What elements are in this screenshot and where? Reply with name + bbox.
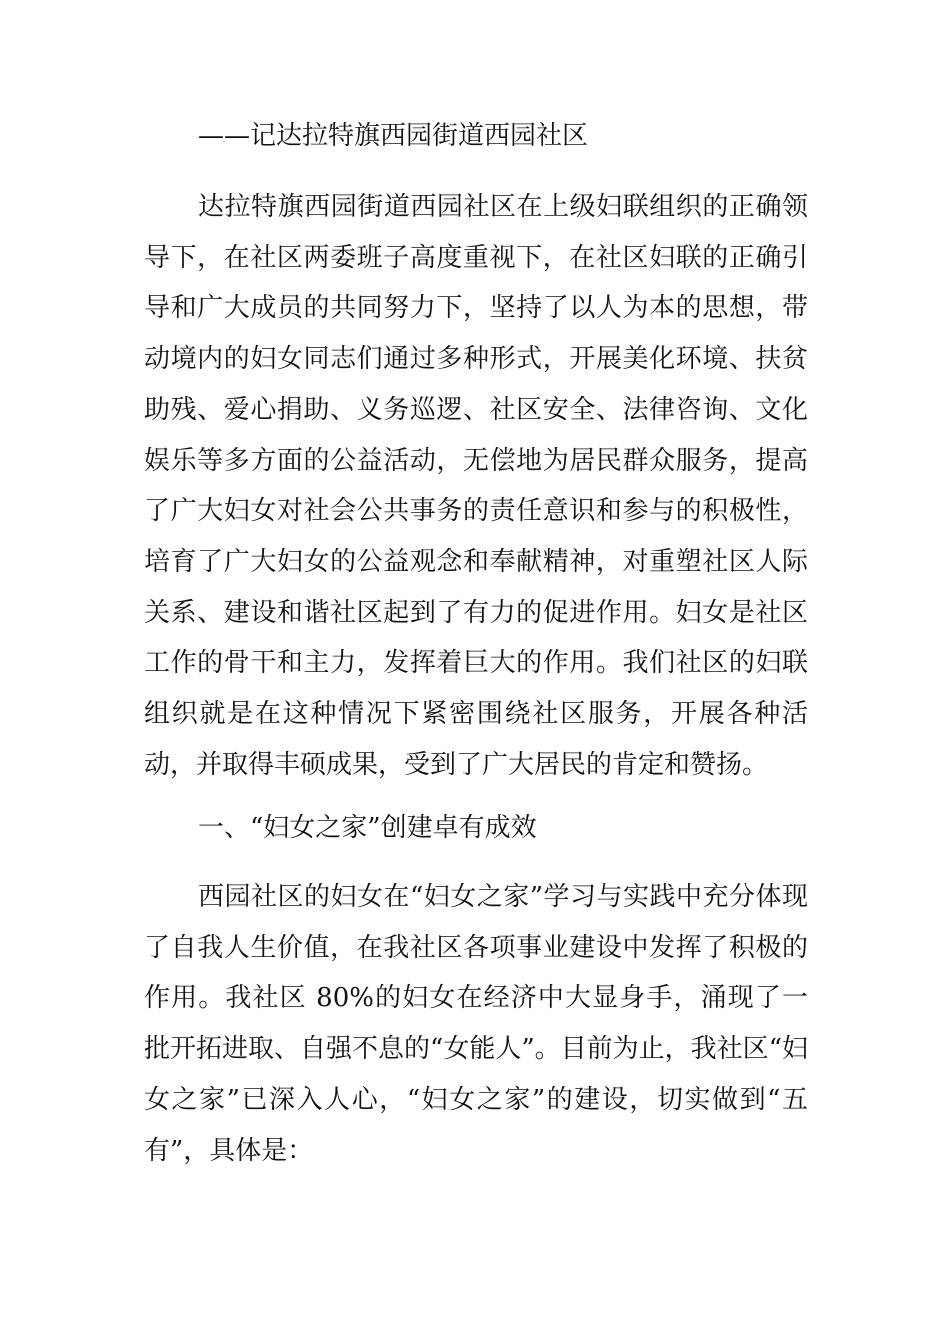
intro-paragraph: 达拉特旗西园街道西园社区在上级妇联组织的正确领导下，在社区两委班子高度重视下，在社区妇联的正确引导和广大成员的共同努力下，坚持了以人为本的思想，带动境内的妇女同志们通过多种形式，开展美化环境、扶贫助残、爱心捐助、义务巡逻、社区安全、法律咨询、文化娱乐等多方面的公益活动，无偿地为居民群众服务，提高了广大妇女对社会公共事务的责任意识和参与的积极性，培育了广大妇女的公益观念和奉献精神，对重塑社区人际关系、建设和谐社区起到了有力的促进作用。妇女是社区工作的骨干和主力，发挥着巨大的作用。我们社区的妇联组织就是在这种情况下紧密围绕社区服务，开展各种活动，并取得丰硕成果，受到了广大居民的肯定和赞扬。 <box>144 192 808 780</box>
document-subtitle: ——记达拉特旗西园街道西园社区 <box>198 121 589 151</box>
section-heading: 一、“妇女之家”创建卓有成效 <box>198 813 537 843</box>
section-paragraph: 西园社区的妇女在“妇女之家”学习与实践中充分体现了自我人生价值，在我社区各项事业建设中发挥了积极的作用。我社区 80%的妇女在经济中大显身手，涌现了一批开拓进取、自强不息的“女能人”。目前为止，我社区“妇女之家”已深入人心，“妇女之家”的建设，切实做到“五有”，具体是： <box>144 882 808 1166</box>
